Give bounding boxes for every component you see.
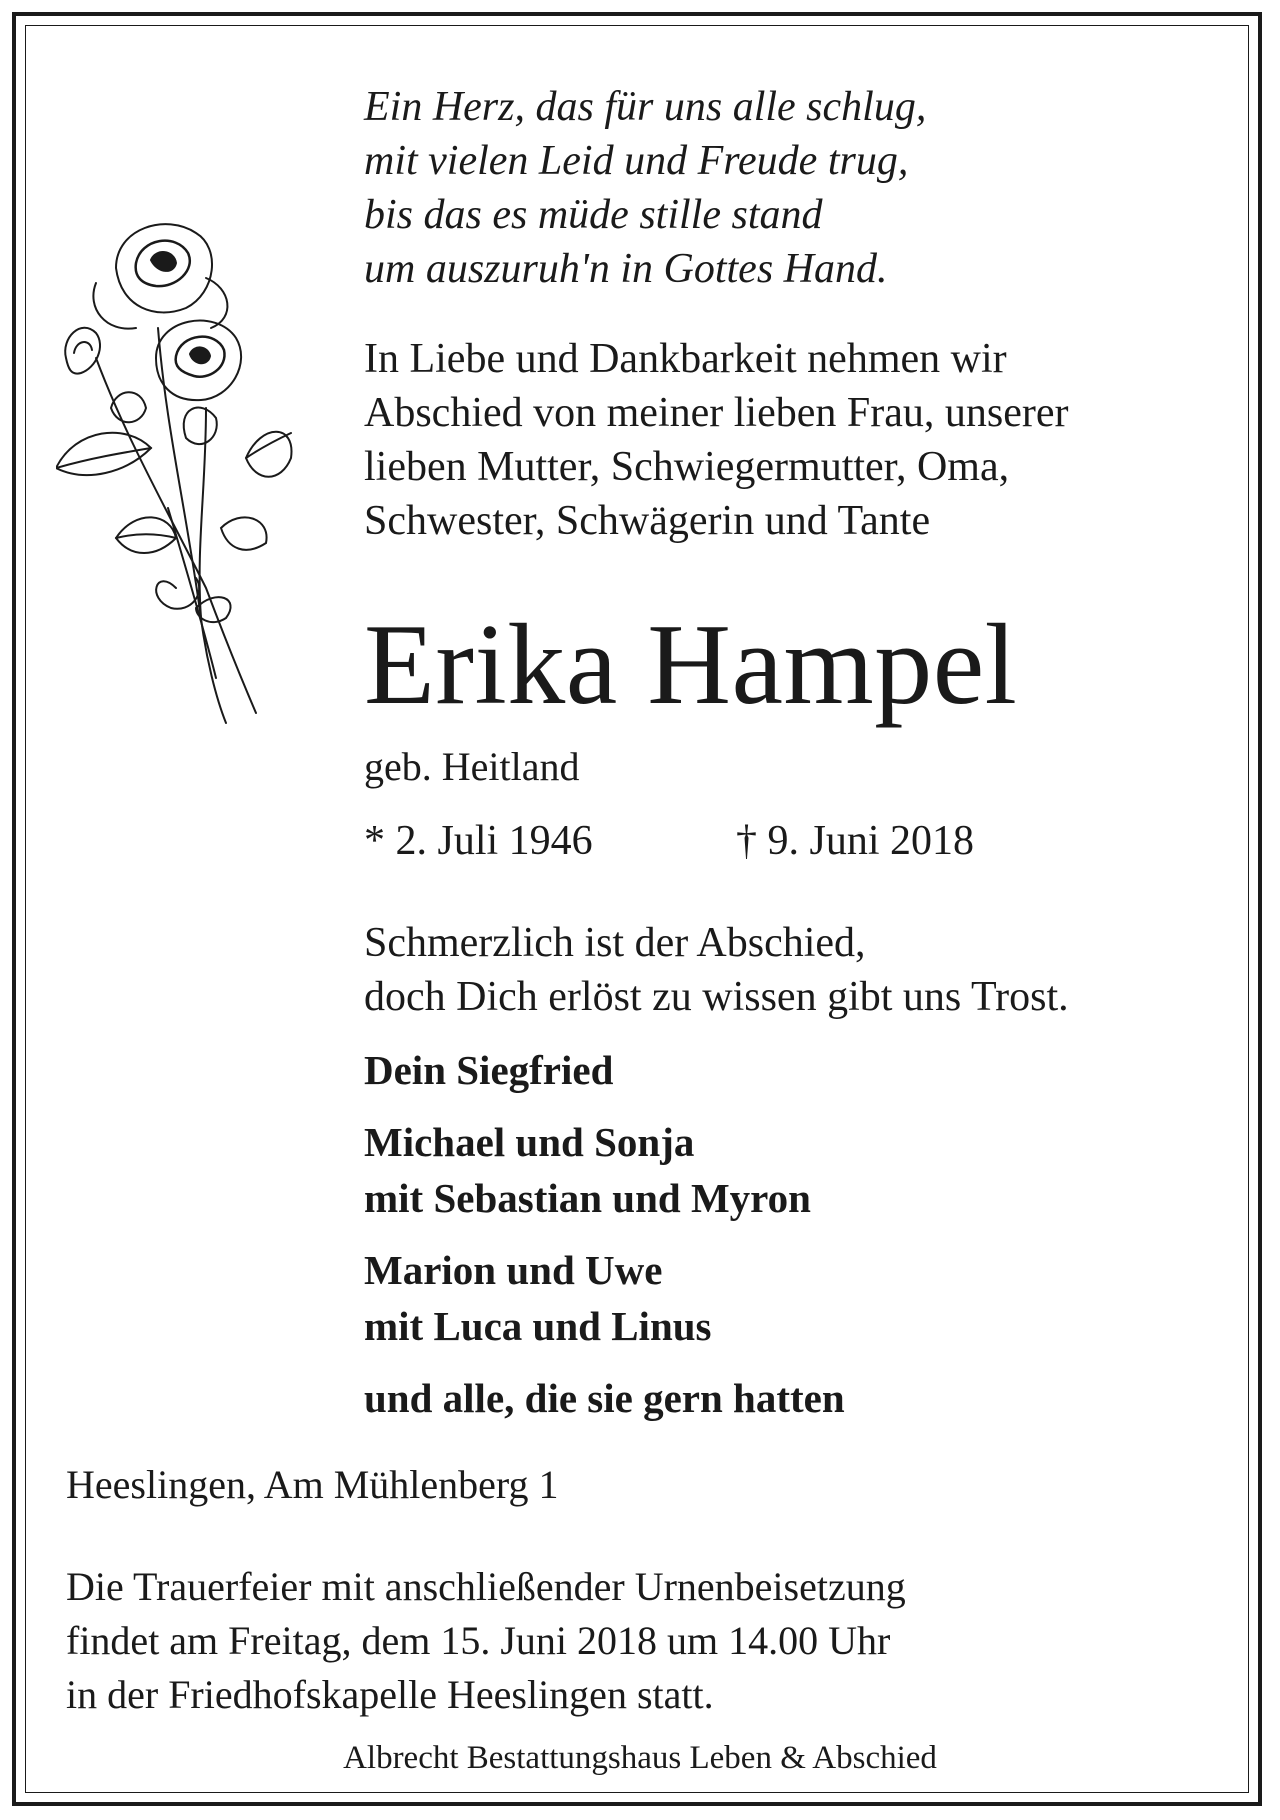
mourner-line: Marion und Uwe	[364, 1247, 663, 1293]
mourner-group	[364, 1114, 1224, 1226]
poem-line: bis das es müde stille stand	[364, 192, 823, 238]
death-date: † 9. Juni 2018	[736, 818, 975, 864]
intro-line: Abschied von meiner lieben Frau, unserer	[364, 390, 1069, 436]
deceased-name: Erika Hampel	[364, 601, 1018, 729]
poem	[364, 80, 1224, 296]
maiden-name: geb. Heitland	[364, 744, 580, 789]
mourner-line: mit Luca und Linus	[364, 1303, 712, 1349]
undertaker-credit: Albrecht Bestattungshaus Leben & Abschied	[343, 1740, 937, 1776]
poem-line: mit vielen Leid und Freude trug,	[364, 138, 909, 184]
rose-bouquet-illustration	[56, 208, 296, 728]
mourner-group	[364, 1242, 1224, 1354]
intro-line: In Liebe und Dankbarkeit nehmen wir	[364, 336, 1007, 382]
service-line: Die Trauerfeier mit anschließender Urnenbeisetzung	[66, 1564, 906, 1609]
mourners-list	[364, 1042, 1224, 1442]
mourner-line: und alle, die sie gern hatten	[364, 1375, 845, 1421]
comfort-text	[364, 916, 1224, 1024]
mourner-group	[364, 1042, 1224, 1098]
mourner-group	[364, 1370, 1224, 1426]
birth-date: * 2. Juli 1946	[364, 818, 593, 864]
comfort-line: Schmerzlich ist der Abschied,	[364, 920, 866, 966]
service-line: in der Friedhofskapelle Heeslingen statt.	[66, 1672, 714, 1717]
intro-line: Schwester, Schwägerin und Tante	[364, 498, 931, 544]
comfort-line: doch Dich erlöst zu wissen gibt uns Trost.	[364, 974, 1069, 1020]
intro-text	[364, 332, 1224, 548]
mourner-line: Dein Siegfried	[364, 1047, 614, 1093]
intro-line: lieben Mutter, Schwiegermutter, Oma,	[364, 444, 1010, 490]
mourner-line: mit Sebastian und Myron	[364, 1175, 811, 1221]
mourner-line: Michael und Sonja	[364, 1119, 695, 1165]
service-line: findet am Freitag, dem 15. Juni 2018 um 14.00 Uhr	[66, 1618, 891, 1663]
life-dates	[364, 814, 1224, 868]
funeral-service-info	[66, 1560, 1226, 1722]
poem-line: Ein Herz, das für uns alle schlug,	[364, 84, 927, 130]
poem-line: um auszuruh'n in Gottes Hand.	[364, 246, 888, 292]
family-address: Heeslingen, Am Mühlenberg 1	[66, 1462, 559, 1507]
